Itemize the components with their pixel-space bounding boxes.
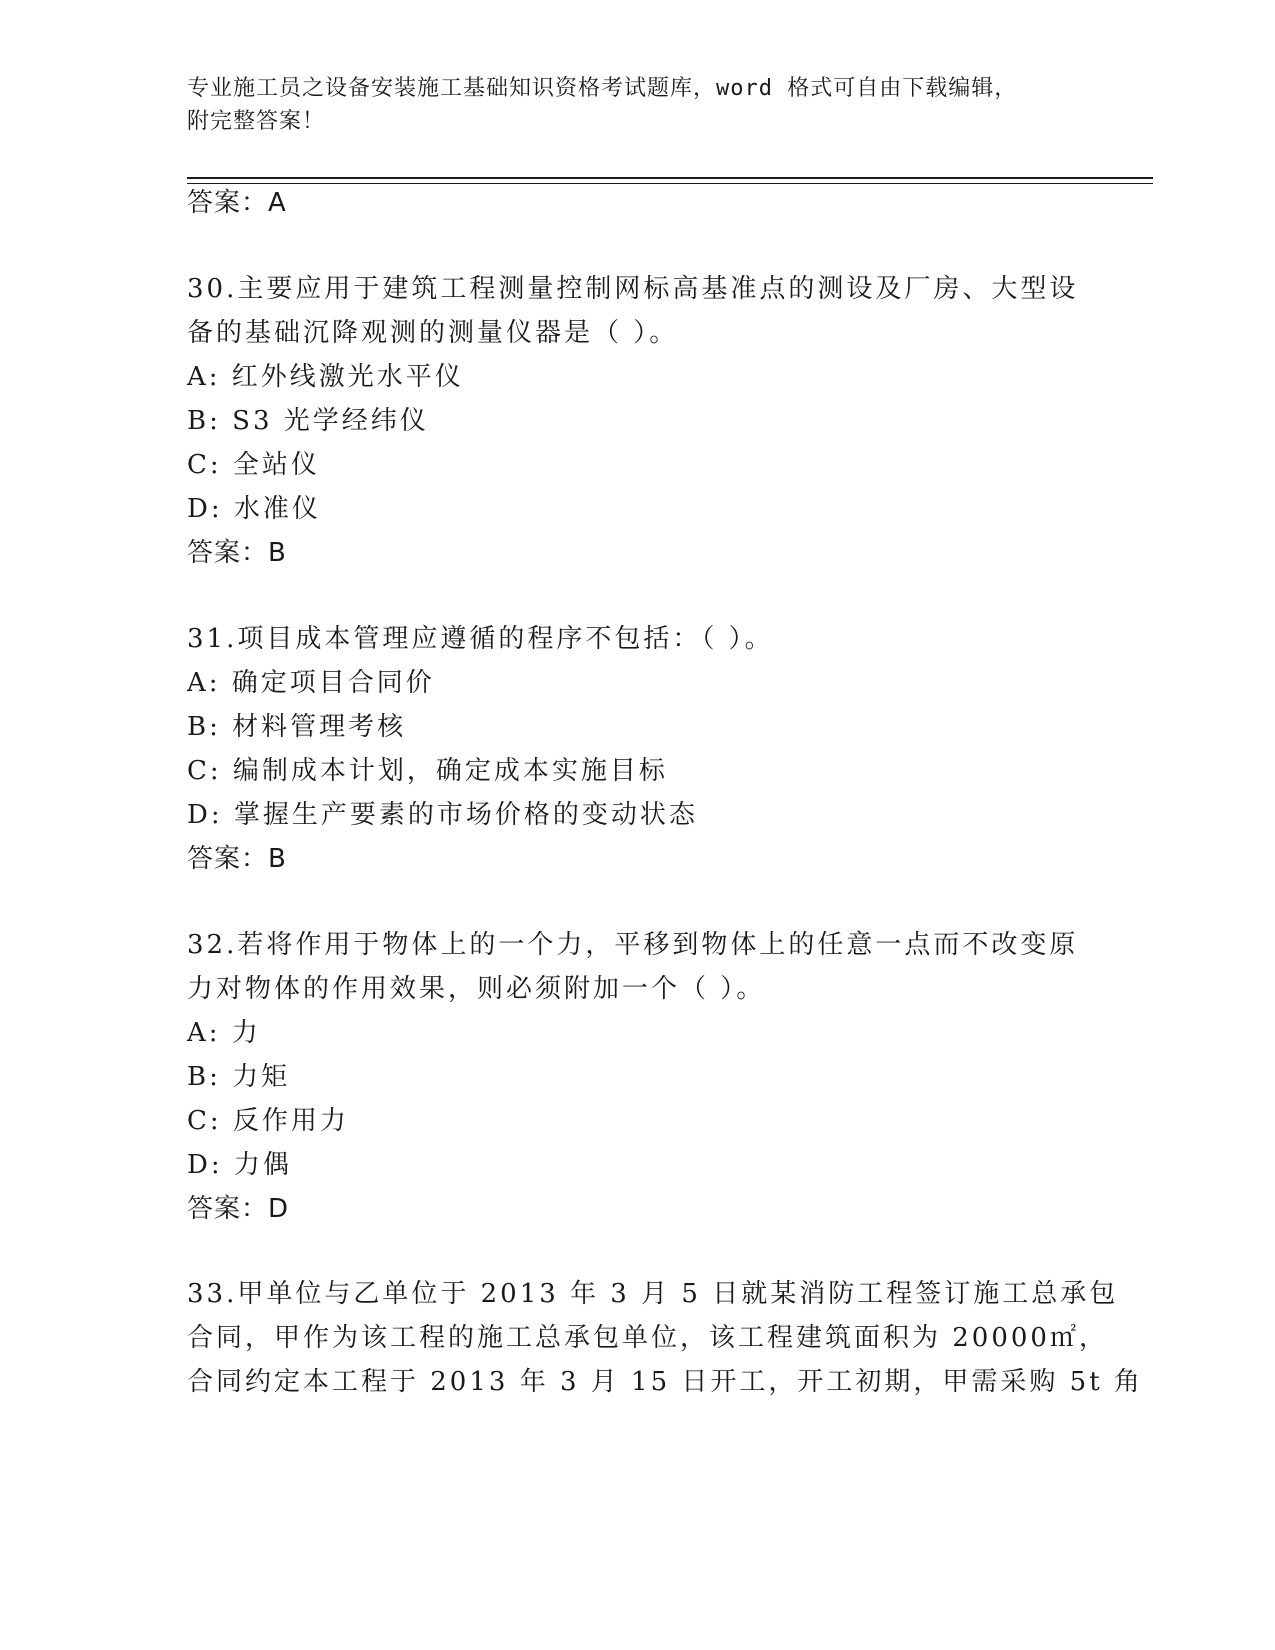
- question-30-answer: 答案：B: [187, 538, 287, 568]
- question-32-option-d: D: 力偶: [187, 1150, 292, 1180]
- question-30-option-a: A: 红外线激光水平仪: [187, 362, 464, 392]
- question-30-option-c: C: 全站仪: [187, 450, 320, 480]
- header-divider-thin: [187, 183, 1153, 184]
- question-31-option-a: A: 确定项目合同价: [187, 668, 435, 698]
- question-32-option-b: B: 力矩: [187, 1062, 291, 1092]
- document-header: [187, 72, 1067, 138]
- question-32-line-2: 力对物体的作用效果，则必须附加一个（ ）。: [187, 974, 766, 1004]
- header-line-2: 附完整答案！: [187, 109, 326, 134]
- question-30-option-b: B: S3 光学经纬仪: [187, 406, 429, 436]
- question-33-line-3: 合同约定本工程于 2013 年 3 月 15 日开工，开工初期，甲需采购 5t 角: [187, 1367, 1143, 1397]
- question-30-line-1: 30.主要应用于建筑工程测量控制网标高基准点的测设及厂房、大型设: [187, 274, 1079, 304]
- question-32-option-c: C: 反作用力: [187, 1106, 349, 1136]
- question-33-line-2: 合同，甲作为该工程的施工总承包单位，该工程建筑面积为 20000㎡，: [187, 1323, 1108, 1353]
- question-31-option-d: D: 掌握生产要素的市场价格的变动状态: [187, 800, 698, 830]
- question-30-option-d: D: 水准仪: [187, 494, 321, 524]
- question-32-option-a: A: 力: [187, 1018, 261, 1048]
- question-31-answer: 答案：B: [187, 844, 287, 874]
- question-31-option-b: B: 材料管理考核: [187, 712, 407, 742]
- question-30-line-2: 备的基础沉降观测的测量仪器是（ ）。: [187, 318, 679, 348]
- question-32-line-1: 32.若将作用于物体上的一个力，平移到物体上的任意一点而不改变原: [187, 930, 1079, 960]
- question-32-answer: 答案：D: [187, 1194, 290, 1224]
- header-divider-thick: [187, 177, 1153, 179]
- question-31-line-1: 31.项目成本管理应遵循的程序不包括：（ ）。: [187, 624, 774, 654]
- question-33-line-1: 33.甲单位与乙单位于 2013 年 3 月 5 日就某消防工程签订施工总承包: [187, 1279, 1119, 1309]
- header-line-1: 专业施工员之设备安装施工基础知识资格考试题库，word 格式可自由下载编辑，: [187, 76, 1018, 101]
- question-31-option-c: C: 编制成本计划，确定成本实施目标: [187, 756, 668, 786]
- answer-previous: 答案：A: [187, 188, 287, 218]
